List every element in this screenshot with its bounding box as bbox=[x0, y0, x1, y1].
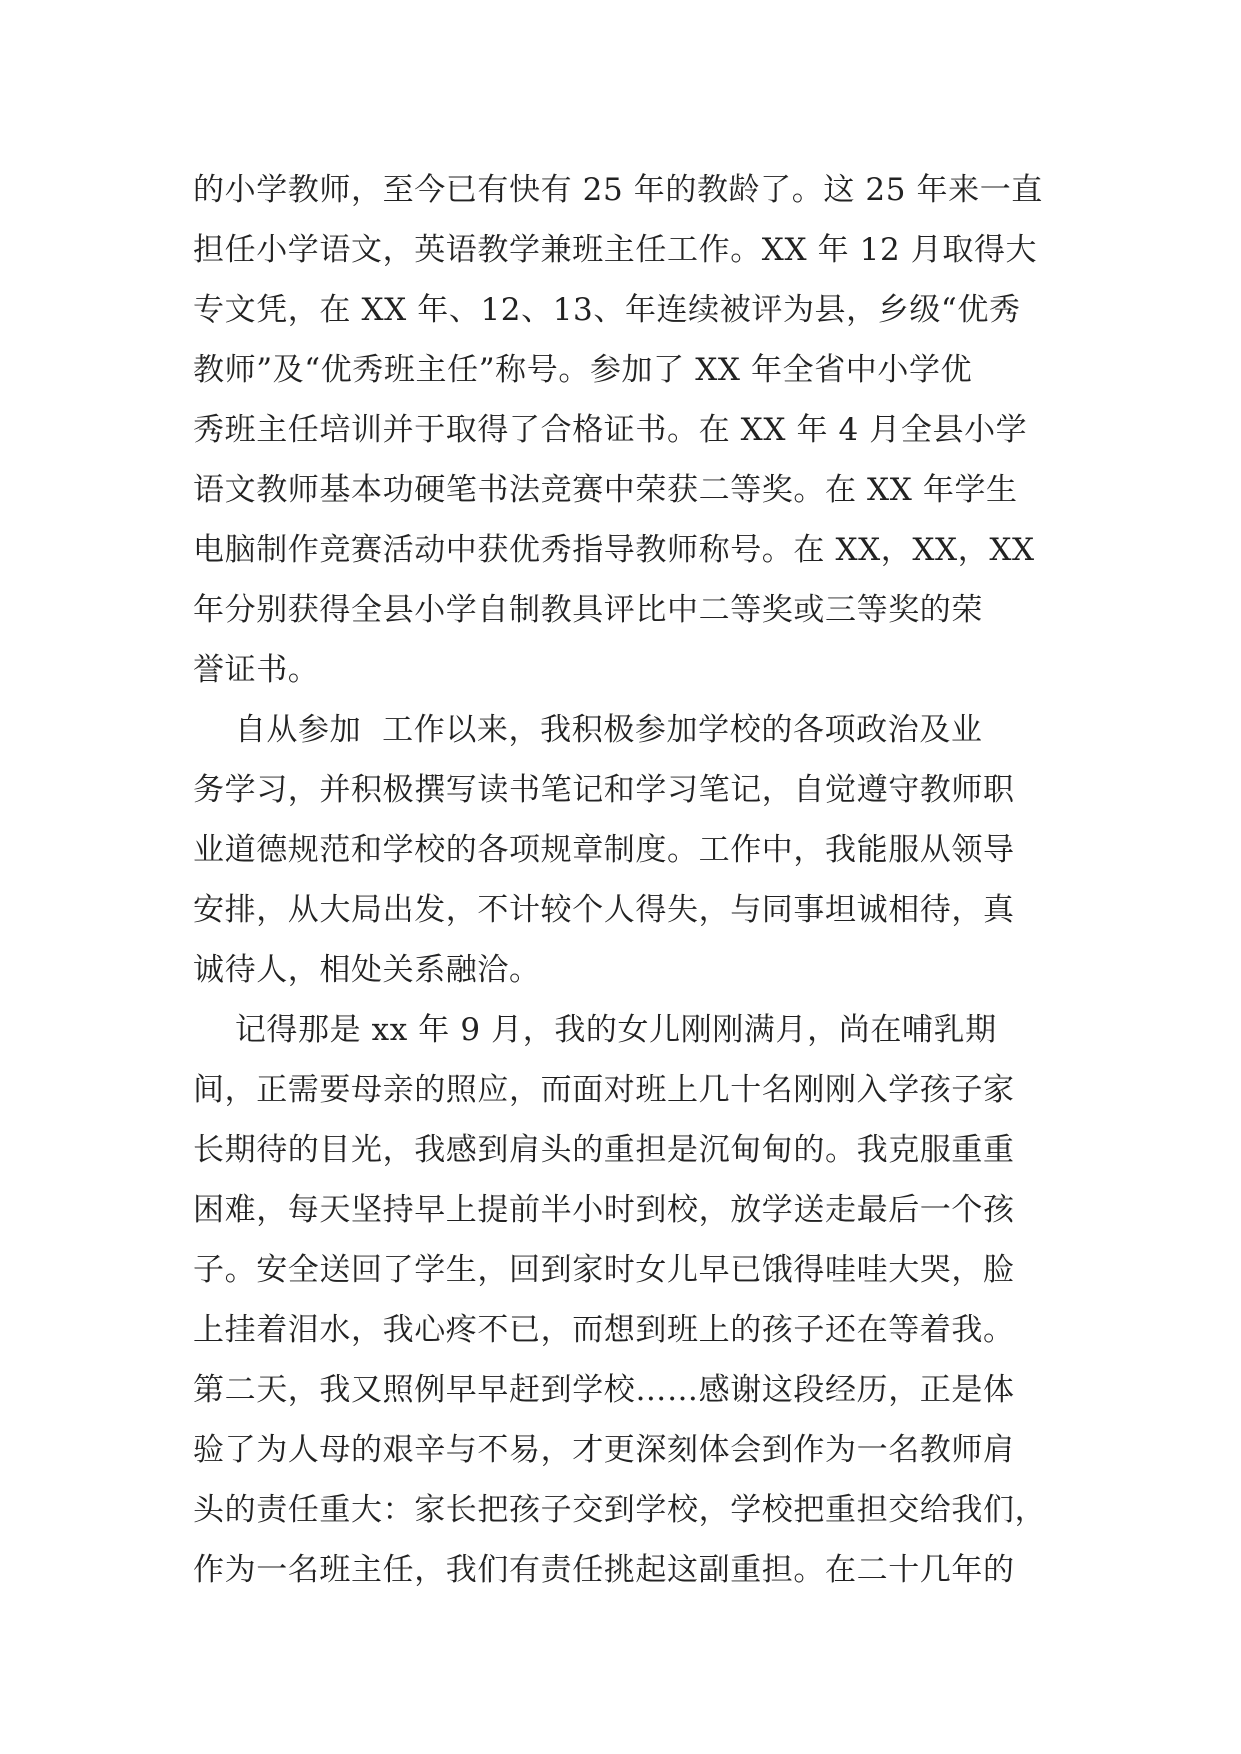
text-line: 安排，从大局出发，不计较个人得失，与同事坦诚相待，真 bbox=[193, 892, 1015, 928]
text-line: 年分别获得全县小学自制教具评比中二等奖或三等奖的荣 bbox=[193, 592, 983, 628]
text-line: 第二天，我又照例早早赶到学校……感谢这段经历，正是体 bbox=[193, 1372, 1015, 1408]
text-line: 语文教师基本功硬笔书法竞赛中荣获二等奖。在 XX 年学生 bbox=[193, 472, 1018, 508]
text-line: 长期待的目光，我感到肩头的重担是沉甸甸的。我克服重重 bbox=[193, 1132, 1015, 1168]
text-line: 电脑制作竞赛活动中获优秀指导教师称号。在 XX，XX，XX bbox=[193, 532, 1035, 568]
text-line: 的小学教师，至今已有快有 25 年的教龄了。这 25 年来一直 bbox=[193, 172, 1043, 208]
text-line: 诚待人，相处关系融洽。 bbox=[193, 952, 541, 988]
text-line: 困难，每天坚持早上提前半小时到校，放学送走最后一个孩 bbox=[193, 1192, 1015, 1228]
text-line: 务学习，并积极撰写读书笔记和学习笔记，自觉遵守教师职 bbox=[193, 772, 1015, 808]
text-line: 记得那是 xx 年 9 月，我的女儿刚刚满月，尚在哺乳期 bbox=[193, 1012, 997, 1048]
text-line: 自从参加 工作以来，我积极参加学校的各项政治及业 bbox=[193, 712, 983, 748]
text-line: 验了为人母的艰辛与不易，才更深刻体会到作为一名教师肩 bbox=[193, 1432, 1015, 1468]
text-line: 专文凭，在 XX 年、12、13、年连续被评为县，乡级“优秀 bbox=[193, 292, 1021, 328]
text-line: 子。安全送回了学生，回到家时女儿早已饿得哇哇大哭，脸 bbox=[193, 1252, 1015, 1288]
text-line: 上挂着泪水，我心疼不已，而想到班上的孩子还在等着我。 bbox=[193, 1312, 1015, 1348]
body-text bbox=[193, 160, 1053, 1600]
text-line: 担任小学语文，英语教学兼班主任工作。XX 年 12 月取得大 bbox=[193, 232, 1038, 268]
text-line: 头的责任重大：家长把孩子交到学校，学校把重担交给我们， bbox=[193, 1492, 1047, 1528]
text-line: 秀班主任培训并于取得了合格证书。在 XX 年 4 月全县小学 bbox=[193, 412, 1028, 448]
text-line: 间，正需要母亲的照应，而面对班上几十名刚刚入学孩子家 bbox=[193, 1072, 1015, 1108]
text-line: 教师”及“优秀班主任”称号。参加了 XX 年全省中小学优 bbox=[193, 352, 973, 388]
text-line: 作为一名班主任，我们有责任挑起这副重担。在二十几年的 bbox=[193, 1552, 1015, 1588]
text-line: 业道德规范和学校的各项规章制度。工作中，我能服从领导 bbox=[193, 832, 1015, 868]
text-line: 誉证书。 bbox=[193, 652, 320, 688]
